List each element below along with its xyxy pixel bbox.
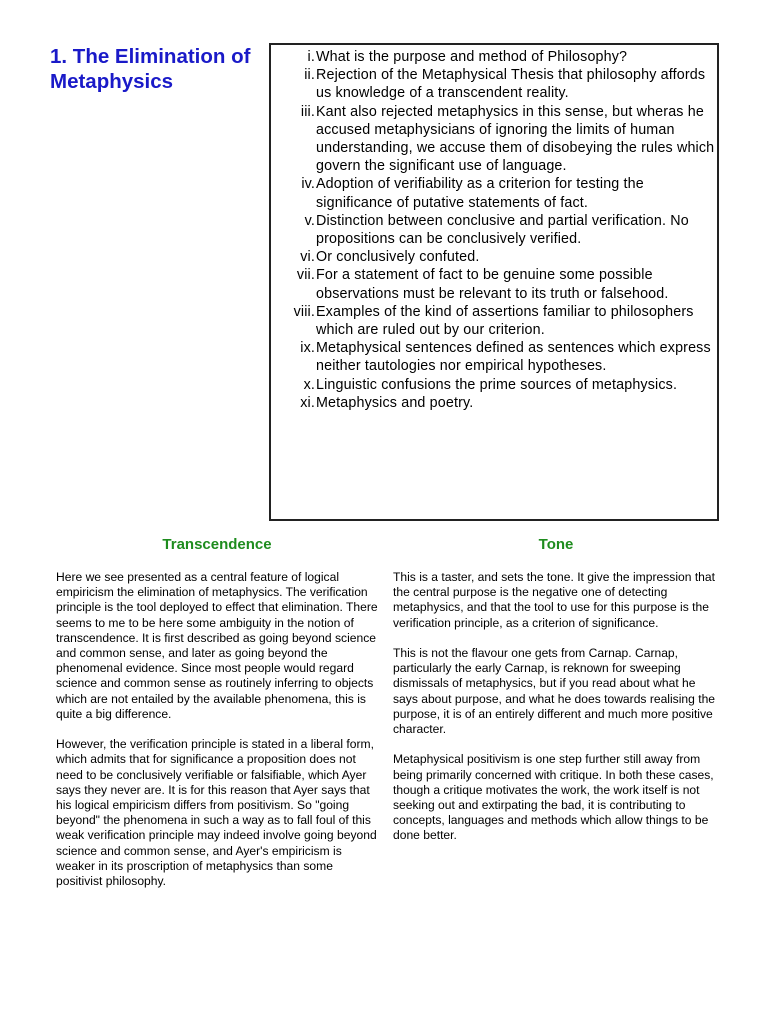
outline-item-text: Adoption of verifiability as a criterion for testing the significance of putative statements of fact.	[316, 176, 644, 211]
outline-item-number: ix.	[300, 340, 315, 357]
outline-item-text: Distinction between conclusive and partial verification. No propositions can be conclusively verified.	[316, 212, 689, 248]
outline-item	[271, 376, 717, 394]
outline-list	[271, 45, 717, 412]
outline-item-number: vii.	[296, 267, 315, 284]
outline-item	[271, 339, 717, 375]
outline-item-number: xi.	[300, 394, 315, 411]
outline-item	[271, 303, 717, 339]
outline-item-number: iv.	[301, 176, 315, 193]
outline-item-number: ii.	[304, 67, 315, 84]
outline-item-text: Metaphysics and poetry.	[316, 394, 474, 411]
transcendence-column	[56, 570, 378, 904]
transcendence-heading: Transcendence	[162, 536, 272, 553]
outline-item	[271, 66, 717, 102]
outline-item-number: vi.	[300, 249, 315, 266]
outline-item-number: v.	[304, 212, 315, 229]
outline-item-text: Metaphysical sentences defined as sentences which express neither tautologies nor empirical hypotheses.	[316, 340, 711, 375]
outline-item	[271, 212, 717, 248]
outline-item-number: x.	[303, 376, 315, 393]
outline-item	[271, 48, 717, 66]
outline-item-text: Rejection of the Metaphysical Thesis that philosophy affords us knowledge of a transcendent reality.	[316, 67, 706, 102]
page-title: 1. The Elimination of Metaphysics	[50, 45, 251, 93]
outline-item-text: What is the purpose and method of Philosophy?	[316, 49, 628, 65]
outline-item	[271, 103, 717, 176]
outline-item	[271, 248, 717, 266]
outline-item-text: Examples of the kind of assertions familiar to philosophers which are ruled out by our criterion.	[316, 303, 694, 339]
outline-item-text: Or conclusively confuted.	[316, 249, 480, 266]
transcendence-paragraph: Here we see presented as a central feature of logical empiricism the elimination of metaphysics. The verification principle is the tool deployed to effect that elimination. There seems to me to be here some ambiguity in the notion of transcendence. It is first described as going beyond science and common sense, and later as going beyond the phenomenal evidence. Since most people would regard science and common sense as routinely inferring to objects which are not entailed by the available phenomena, this is quite a big difference.	[56, 570, 378, 721]
outline-item	[271, 394, 717, 412]
tone-paragraph: Metaphysical positivism is one step further still away from being primarily concerned with critique. In both these cases, though a critique motivates the work, the work itself is not seeking out and extirpating the bad, it is contributing to concepts, languages and methods which allow things to be done better.	[393, 752, 714, 843]
outline-box	[269, 43, 719, 521]
outline-item	[271, 175, 717, 211]
outline-item-number: viii.	[293, 303, 315, 320]
outline-item-text: Linguistic confusions the prime sources of metaphysics.	[316, 376, 678, 393]
outline-item	[271, 266, 717, 302]
tone-heading: Tone	[538, 536, 574, 553]
outline-item-text: For a statement of fact to be genuine some possible observations must be relevant to its truth or falsehood.	[316, 267, 669, 302]
tone-column	[393, 570, 719, 859]
transcendence-paragraph: However, the verification principle is stated in a liberal form, which admits that for significance a proposition does not need to be conclusively verifiable or falsifiable, which Ayer says they never are. It is for this reason that Ayer says that his logical empiricism differs from positivism. So "going beyond" the phenomena in such a way as to fall foul of this weak verification principle may indeed involve going beyond science and common sense, and Ayer's empiricism is weaker in its proscription of metaphysics than some positivist philosophy.	[56, 737, 377, 889]
outline-item-text: Kant also rejected metaphysics in this sense, but wheras he accused metaphysicians of ignoring the limits of human understanding, we accuse them of disobeying the rules which govern the significant use of language.	[316, 103, 715, 175]
outline-item-number: i.	[307, 49, 315, 65]
tone-paragraph: This is not the flavour one gets from Carnap. Carnap, particularly the early Carnap, is reknown for sweeping dismissals of metaphysics, but if you read about what he says about purpose, and what he does towards realising the purpose, it is of an entirely different and much more positive character.	[393, 646, 716, 737]
outline-item-number: iii.	[300, 103, 315, 120]
tone-paragraph: This is a taster, and sets the tone. It give the impression that the central purpose is the negative one of detecting metaphysics, and that the tool to use for this purpose is the verification principle, as a criterion of significance.	[393, 570, 715, 630]
